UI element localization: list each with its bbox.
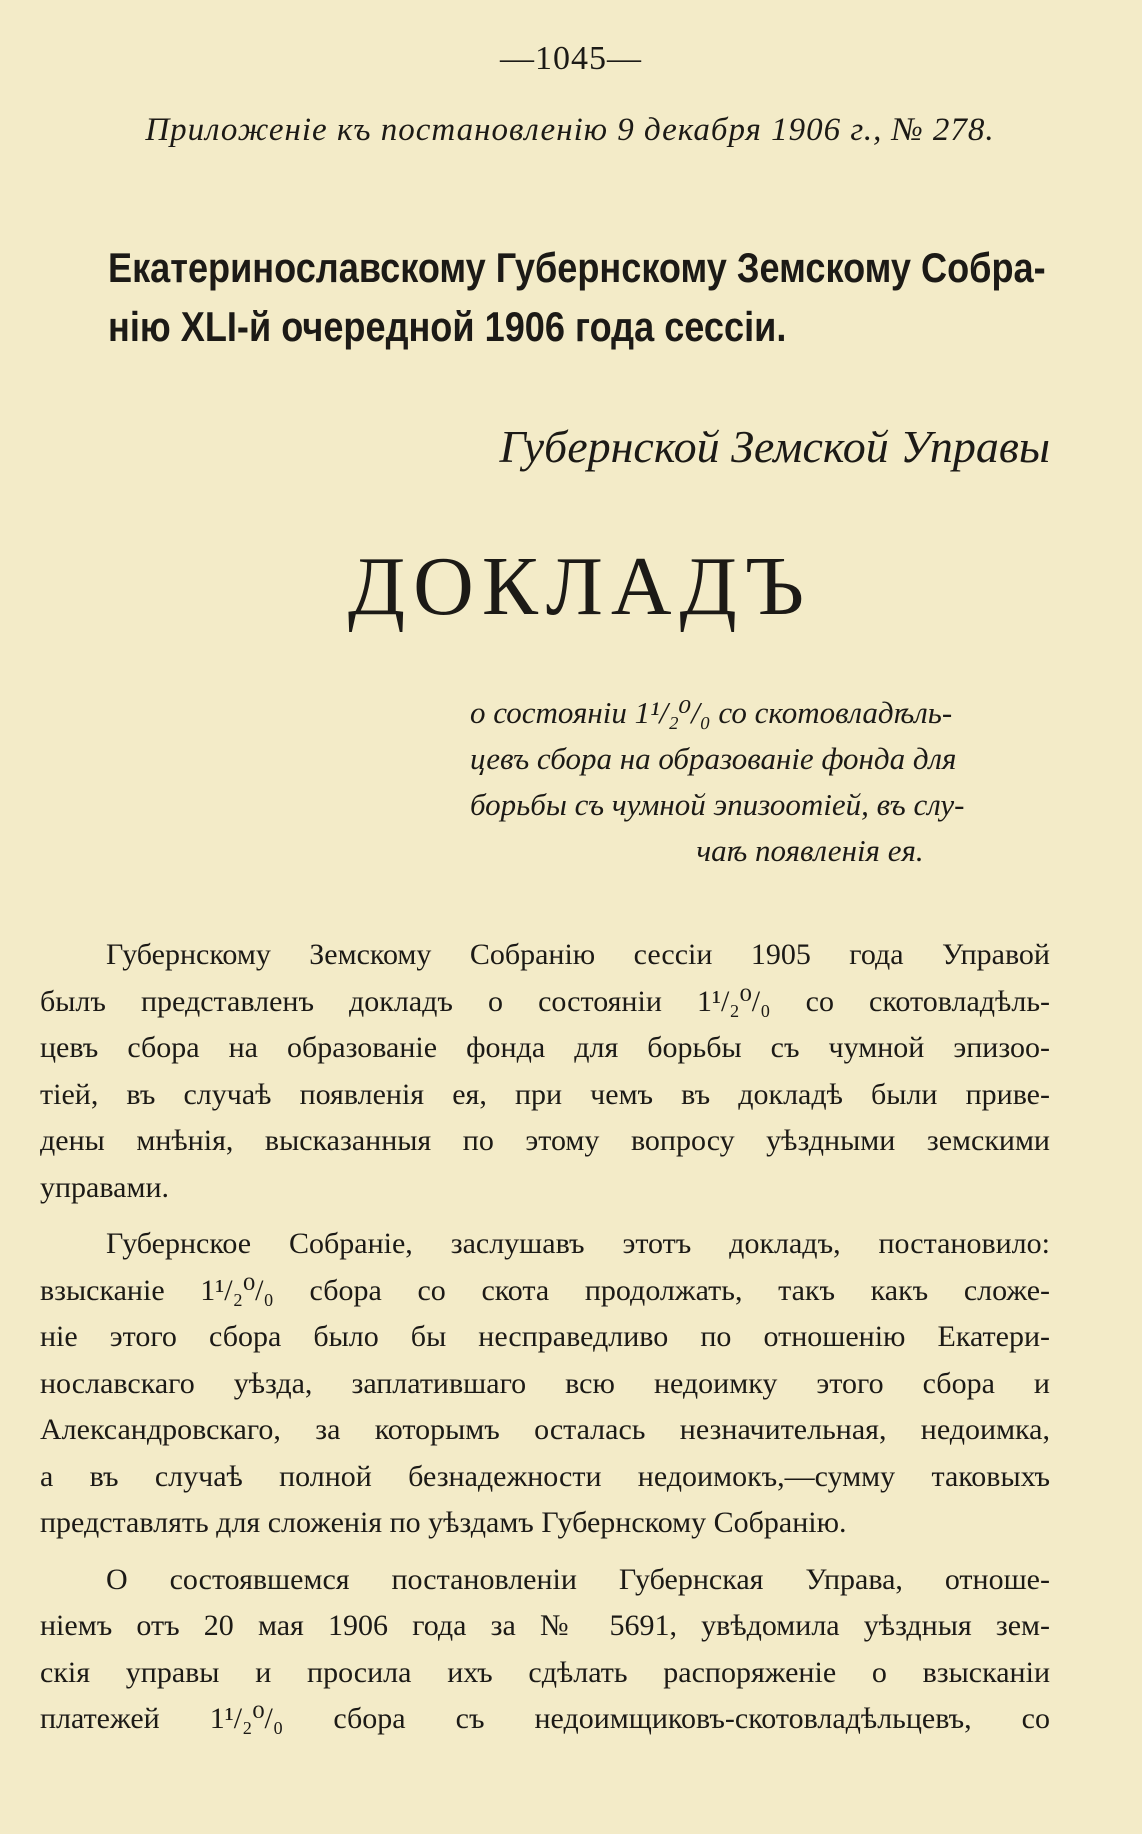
- page-title: ДОКЛАДЪ: [347, 540, 813, 633]
- text-line: Губернскому Земскому Собранію сессіи 1905 года Управой: [106, 938, 1050, 971]
- text-line: скія управы и просила ихъ сдѣлать распоряженіе о взысканіи: [40, 1655, 1050, 1689]
- text-line: Губернское Собраніе, заслушавъ этотъ докладъ, постановило:: [106, 1227, 1050, 1260]
- topic-description: [470, 690, 1050, 874]
- text-line: нославскаго уѣзда, заплатившаго всю недоимку этого сбора и: [40, 1366, 1050, 1400]
- text-line: а въ случаѣ полной безнадежности недоимокъ,—сумму таковыхъ: [40, 1459, 1050, 1493]
- text-line: ніемъ отъ 20 мая 1906 года за № 5691, увѣдомила уѣздныя зем-: [40, 1609, 1050, 1642]
- appendix-note: Приложеніе къ постановленію 9 декабря 1906 г., № 278.: [145, 112, 995, 148]
- text-line: цевъ сбора на образованіе фонда для борьбы съ чумной эпизоо-: [40, 1031, 1050, 1064]
- heading: [108, 238, 1046, 356]
- text-line: управами.: [40, 1170, 169, 1204]
- topic-line: борьбы съ чумной эпизоотіей, въ слу-: [470, 787, 965, 822]
- heading-line: нію XLI-й очередной 1906 года сессіи.: [108, 303, 787, 350]
- body-text: [40, 932, 1050, 1753]
- page-number: —1045—: [500, 40, 642, 77]
- paragraph: [40, 1557, 1050, 1743]
- text-line: ніе этого сбора было бы несправедливо по отношенію Екатери-: [40, 1320, 1050, 1353]
- text-line: О состоявшемся постановленіи Губернская Управа, отноше-: [106, 1562, 1050, 1596]
- paragraph: [40, 1221, 1050, 1547]
- text-line: платежей 1¹/₂⁰/₀ сбора съ недоимщиковъ-скотовладѣльцевъ, со: [40, 1702, 1050, 1735]
- heading-line: Екатеринославскому Губернскому Земскому Собра-: [108, 244, 1046, 291]
- paragraph: [40, 932, 1050, 1211]
- text-line: былъ представленъ докладъ о состояніи 1¹/₂⁰/₀ со скотовладѣль-: [40, 984, 1050, 1018]
- topic-line: о состояніи 1¹/₂⁰/₀ со скотовладѣль-: [470, 695, 953, 730]
- topic-line: чаѣ появленія ея.: [696, 833, 924, 868]
- text-line: Александровскаго, за которымъ осталась незначительная, недоимка,: [40, 1413, 1050, 1446]
- subheading: Губернской Земской Управы: [499, 421, 1050, 472]
- text-line: представлять для сложенія по уѣздамъ Губернскому Собранію.: [40, 1506, 847, 1539]
- topic-line: цевъ сбора на образованіе фонда для: [470, 741, 957, 776]
- text-line: тіей, въ случаѣ появленія ея, при чемъ въ докладѣ были приве-: [40, 1077, 1050, 1111]
- text-line: взысканіе 1¹/₂⁰/₀ сбора со скота продолжать, такъ какъ сложе-: [40, 1273, 1050, 1307]
- text-line: дены мнѣнія, высказанныя по этому вопросу уѣздными земскими: [40, 1124, 1050, 1157]
